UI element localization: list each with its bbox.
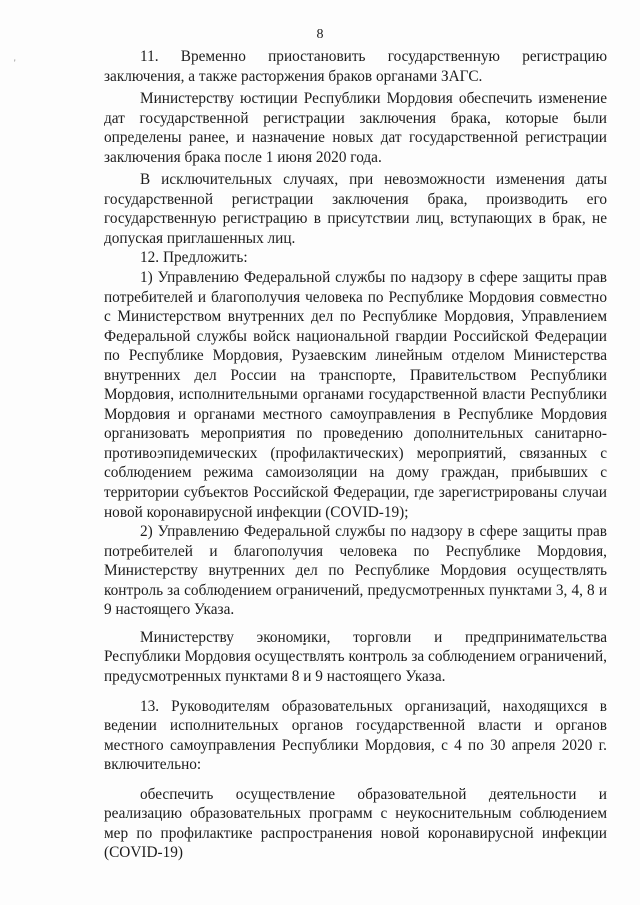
paragraph-item-12: 12. Предложить: bbox=[140, 249, 248, 267]
paragraph-item-11: 11. Временно приостановить государственную регистрацию заключения, а также расторжения браков органами ЗАГС. bbox=[104, 48, 607, 85]
paragraph-exceptional-cases: В исключительных случаях, при невозможности изменения даты государственной регистрации заключения брака, производить его государственную регистрацию в присутствии лиц, вступающих в брак, не допуская приглашенных лиц. bbox=[104, 171, 607, 247]
paragraph-item-13: 13. Руководителям образовательных организаций, находящихся в ведении исполнительных органов государственной власти и органов местного самоуправления Республики Мордовия, с 4 по 30 апреля 2020 г. включительно: bbox=[104, 697, 607, 774]
paragraph-ministry-economy: Министерству экономики, торговли и предпринимательства Республики Мордовия осуществлять контроль за соблюдением ограничений, предусмотренных пунктами 8 и 9 настоящего Указа. bbox=[104, 628, 607, 685]
page-number: 8 bbox=[316, 27, 324, 42]
paragraph-ministry-justice: Министерству юстиции Республики Мордовия обеспечить изменение дат государственной регистрации заключения брака, которые были определены ранее, и назначение новых дат государственной регистрации заключения брака после 1 июня 2020 года. bbox=[104, 90, 607, 166]
paragraph-item-12-1: 1) Управлению Федеральной службы по надзору в сфере защиты прав потребителей и благополучия человека по Республике Мордовия совместно с Министерством внутренних дел по Республике Мордовия, Управлением Федеральной службы войск национальной гвардии Российской Федерации по Республике Мордовия, Рузаевским линейным отделом Министерства внутренних дел России на транспорте, Правительством Республики Мордовия, исполнительными органами государственной власти Республики Мордовия и органами местного самоуправления в Республике Мордовия организовать мероприятия по проведению дополнительных санитарно-противоэпидемических (профилактических) мероприятий, связанных с соблюдением режима самоизоляции на дому граждан, прибывших с территории субъектов Российской Федерации, где зарегистрированы случаи новой коронавирусной инфекции (COVID-19); bbox=[104, 269, 607, 521]
paragraph-ensure-education: обеспечить осуществление образовательной деятельности и реализацию образовательных программ с неукоснительным соблюдением мер по профилактике распространения новой коронавирусной инфекции (COVID-19) bbox=[104, 785, 607, 862]
document-body bbox=[104, 47, 607, 863]
scan-corner-mark: ' bbox=[14, 58, 16, 68]
paragraph-item-12-2: 2) Управлению Федеральной службы по надзору в сфере защиты прав потребителей и благополучия человека по Республике Мордовия, Министерству внутренних дел по Республике Мордовия осуществлять контроль за соблюдением ограничений, предусмотренных пунктами 3, 4, 8 и 9 настоящего Указа. bbox=[104, 523, 607, 619]
